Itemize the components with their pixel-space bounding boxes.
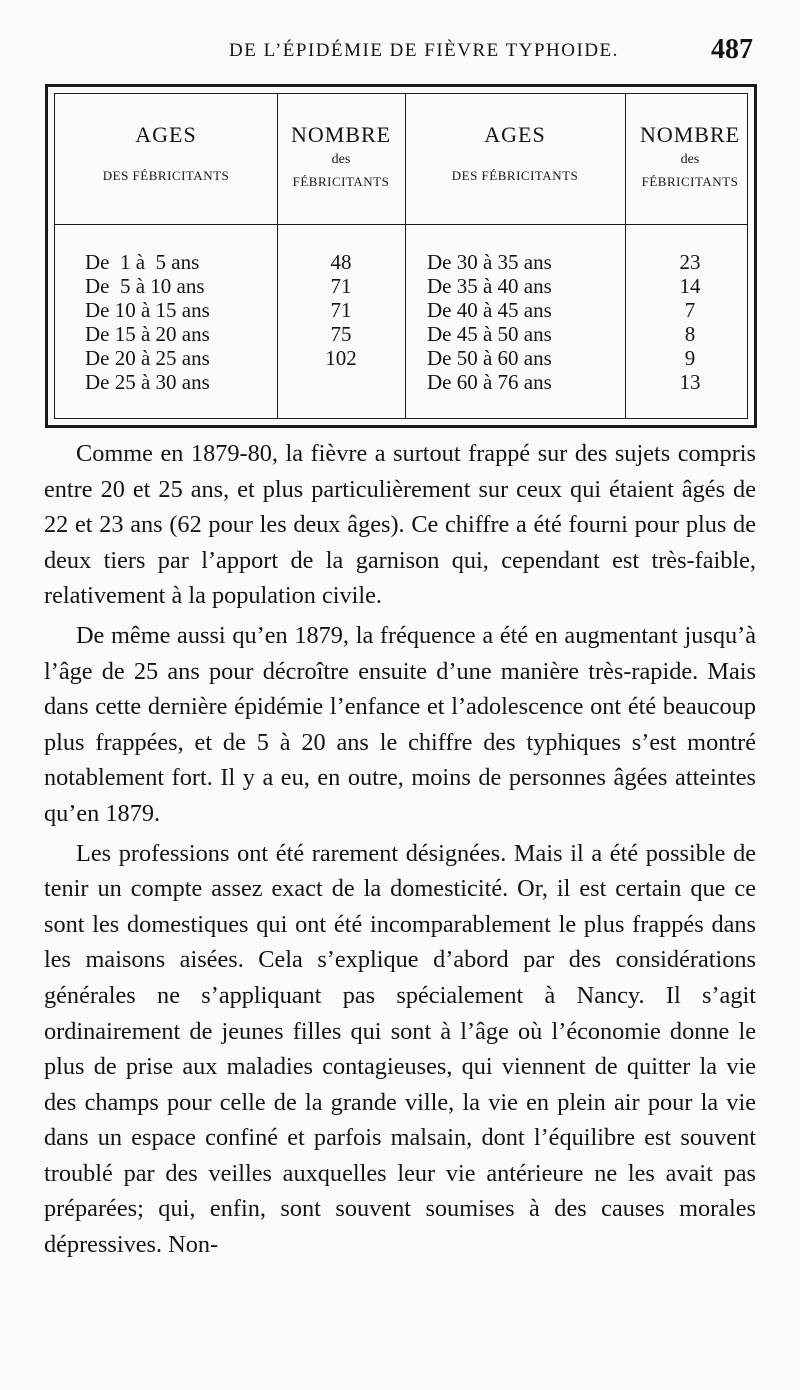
count-cell: 14 xyxy=(679,274,701,298)
header-ages-title: AGES xyxy=(484,122,546,147)
header-nombre-subtitle: FÉBRICITANTS xyxy=(292,174,390,189)
count-cell: 8 xyxy=(684,322,696,346)
count-cell: 23 xyxy=(679,250,701,274)
age-range-cell: De 10 à 15 ans xyxy=(85,298,210,322)
table-row xyxy=(55,346,747,370)
page-number: 487 xyxy=(711,34,753,65)
age-table xyxy=(45,84,757,428)
count-cell: 102 xyxy=(325,346,357,370)
header-nombre-left xyxy=(277,122,405,190)
paragraph: De même aussi qu’en 1879, la fréquence a été en augmentant jusqu’à l’âge de 25 ans pour décroître ensuite d’une manière très-rapide. Mais dans cette dernière épidémie l’enfance et l’adolescence ont été beaucoup plus frappées, et de 5 à 20 ans le chiffre des typhiques s’est montré notablement fort. Il y a eu, en outre, moins de personnes âgées atteintes qu’en 1879. xyxy=(44,621,756,827)
header-ages-subtitle: DES FÉBRICITANTS xyxy=(451,168,579,183)
header-rule xyxy=(55,224,747,225)
header-ages-right xyxy=(405,122,625,184)
count-cell: 9 xyxy=(684,346,696,370)
paragraph: Les professions ont été rarement désignées. Mais il a été possible de tenir un compte assez exact de la domesticité. Or, il est certain que ce sont les domestiques qui ont été incomparablement le plus frappés dans les maisons aisées. Cela s’explique d’abord par des considérations générales ne s’appliquant pas spécialement à Nancy. Il s’agit ordinairement de jeunes filles qui sont à l’âge où l’économie donne le plus de prise aux maladies contagieuses, qui viennent de quitter la vie des champs pour celle de la grande ville, la vie en plein air pour la vie dans un espace confiné et parfois malsain, dont l’équilibre est souvent troublé par des veilles auxquelles leur vie antérieure ne les avait pas préparées; qui, enfin, sont souvent soumises à des causes morales dépressives. Non- xyxy=(44,839,756,1259)
header-nombre-right xyxy=(625,122,755,190)
table-row xyxy=(55,274,747,298)
count-cell: 71 xyxy=(330,274,352,298)
body-text xyxy=(44,436,756,1263)
age-range-cell: De 15 à 20 ans xyxy=(85,322,210,346)
age-range-cell: De 60 à 76 ans xyxy=(427,370,552,394)
header-nombre-des: des xyxy=(331,152,351,167)
table-row xyxy=(55,370,747,394)
age-range-cell: De 20 à 25 ans xyxy=(85,346,210,370)
age-range-cell: De 50 à 60 ans xyxy=(427,346,552,370)
count-cell: 75 xyxy=(330,322,352,346)
paragraph: Comme en 1879-80, la fièvre a surtout frappé sur des sujets compris entre 20 et 25 ans, et plus particulièrement sur ceux qui étaient âgés de 22 et 23 ans (62 pour les deux âges). Ce chiffre a été fourni pour plus de deux tiers par l’apport de la garnison qui, cependant est très-faible, relativement à la population civile. xyxy=(44,440,756,610)
header-ages-title: AGES xyxy=(135,122,197,147)
age-range-cell: De 40 à 45 ans xyxy=(427,298,552,322)
age-range-cell: De 25 à 30 ans xyxy=(85,370,210,394)
header-ages-subtitle: DES FÉBRICITANTS xyxy=(102,168,230,183)
header-nombre-des: des xyxy=(680,152,700,167)
age-range-cell: De 5 à 10 ans xyxy=(85,274,205,298)
page-header xyxy=(0,36,800,66)
age-range-cell: De 1 à 5 ans xyxy=(85,250,200,274)
age-range-cell: De 30 à 35 ans xyxy=(427,250,552,274)
header-nombre-subtitle: FÉBRICITANTS xyxy=(641,174,739,189)
header-nombre-title: NOMBRE xyxy=(290,122,392,147)
table-row xyxy=(55,322,747,346)
running-title: DE L’ÉPIDÉMIE DE FIÈVRE TYPHOIDE. xyxy=(229,40,619,61)
count-cell: 7 xyxy=(684,298,696,322)
age-range-cell: De 45 à 50 ans xyxy=(427,322,552,346)
header-ages-left xyxy=(55,122,277,184)
count-cell: 71 xyxy=(330,298,352,322)
age-range-cell: De 35 à 40 ans xyxy=(427,274,552,298)
table-row xyxy=(55,298,747,322)
age-table-inner xyxy=(54,93,748,419)
table-row xyxy=(55,250,747,274)
count-cell: 48 xyxy=(330,250,352,274)
header-nombre-title: NOMBRE xyxy=(639,122,741,147)
count-cell: 13 xyxy=(679,370,701,394)
